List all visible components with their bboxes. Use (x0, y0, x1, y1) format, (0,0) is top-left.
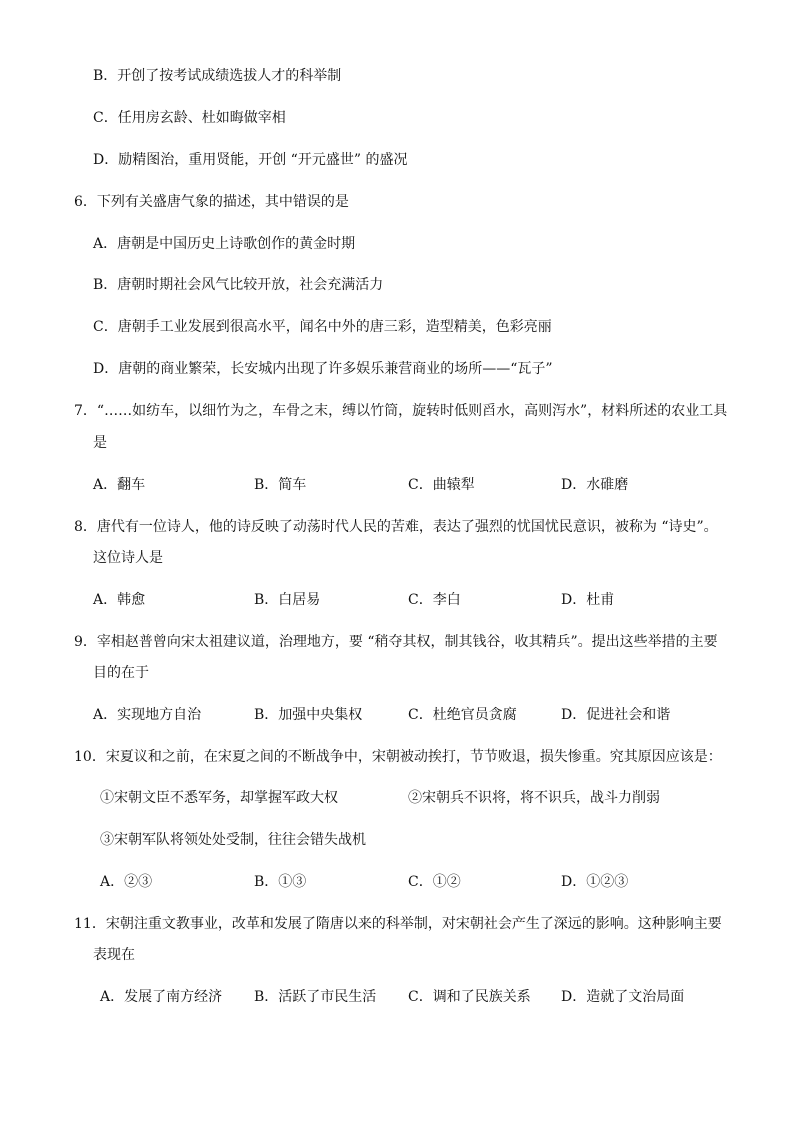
q9-stem-line1: 9．宰相赵普曾向宋太祖建议道，治理地方，要 “稍夺其权，制其钱谷，收其精兵”。提出这些举措的主要 (74, 634, 718, 650)
q7-option-a: A．翻车 (93, 477, 146, 493)
q7-stem-line2: 是 (93, 435, 107, 451)
q9-option-b: B．加强中央集权 (254, 707, 363, 723)
q7-option-c: C．曲辕犁 (408, 477, 475, 493)
q5-option-b: B．开创了按考试成绩选拔人才的科举制 (93, 68, 342, 84)
q10-stem: 10．宋夏议和之前，在宋夏之间的不断战争中，宋朝被动挨打，节节败退，损失惨重。究其原因应该是： (74, 749, 722, 765)
q6-stem: 6．下列有关盛唐气象的描述，其中错误的是 (74, 194, 349, 210)
q8-option-b: B．白居易 (254, 592, 321, 608)
q11-stem-line2: 表现在 (93, 947, 135, 963)
q11-stem-line1: 11．宋朝注重文教事业，改革和发展了隋唐以来的科举制，对宋朝社会产生了深远的影响。这种影响主要 (74, 916, 722, 932)
q10-option-c: C．①② (408, 874, 461, 890)
q10-statement-3: ③宋朝军队将领处处受制，往往会错失战机 (100, 832, 366, 848)
q10-option-a: A．②③ (100, 874, 153, 890)
q9-option-c: C．杜绝官员贪腐 (408, 707, 517, 723)
q6-option-c: C．唐朝手工业发展到很高水平，闻名中外的唐三彩，造型精美，色彩亮丽 (93, 319, 552, 335)
q9-option-d: D．促进社会和谐 (561, 707, 671, 723)
q8-option-d: D．杜甫 (561, 592, 615, 608)
q5-option-d: D．励精图治，重用贤能，开创 “开元盛世” 的盛况 (93, 152, 408, 168)
q6-option-b: B．唐朝时期社会风气比较开放，社会充满活力 (93, 277, 384, 293)
q7-option-b: B．简车 (254, 477, 307, 493)
q10-option-b: B．①③ (254, 874, 307, 890)
q11-option-a: A．发展了南方经济 (100, 989, 223, 1005)
q9-option-a: A．实现地方自治 (93, 707, 202, 723)
q8-stem-line1: 8．唐代有一位诗人，他的诗反映了动荡时代人民的苦难，表达了强烈的忧国忧民意识，被称为 “诗史”。 (74, 519, 718, 535)
q8-option-a: A．韩愈 (93, 592, 146, 608)
q11-option-d: D．造就了文治局面 (561, 989, 685, 1005)
q8-stem-line2: 这位诗人是 (93, 550, 163, 566)
q9-stem-line2: 目的在于 (93, 665, 149, 681)
q11-option-b: B．活跃了市民生活 (254, 989, 377, 1005)
q8-option-c: C．李白 (408, 592, 461, 608)
q10-statement-1: ①宋朝文臣不悉军务，却掌握军政大权 (100, 790, 338, 806)
q11-option-c: C．调和了民族关系 (408, 989, 531, 1005)
q6-option-a: A．唐朝是中国历史上诗歌创作的黄金时期 (93, 236, 356, 252)
q10-option-d: D．①②③ (561, 874, 629, 890)
q7-stem-line1: 7．“……如纺车，以细竹为之，车骨之末，缚以竹筒，旋转时低则舀水，高则泻水”，材料所述的农业工具 (74, 403, 728, 419)
q10-statement-2: ②宋朝兵不识将，将不识兵，战斗力削弱 (408, 790, 660, 806)
q6-option-d: D．唐朝的商业繁荣，长安城内出现了许多娱乐兼营商业的场所——“瓦子” (93, 361, 553, 377)
q7-option-d: D．水碓磨 (561, 477, 629, 493)
q5-option-c: C．任用房玄龄、杜如晦做宰相 (93, 110, 286, 126)
